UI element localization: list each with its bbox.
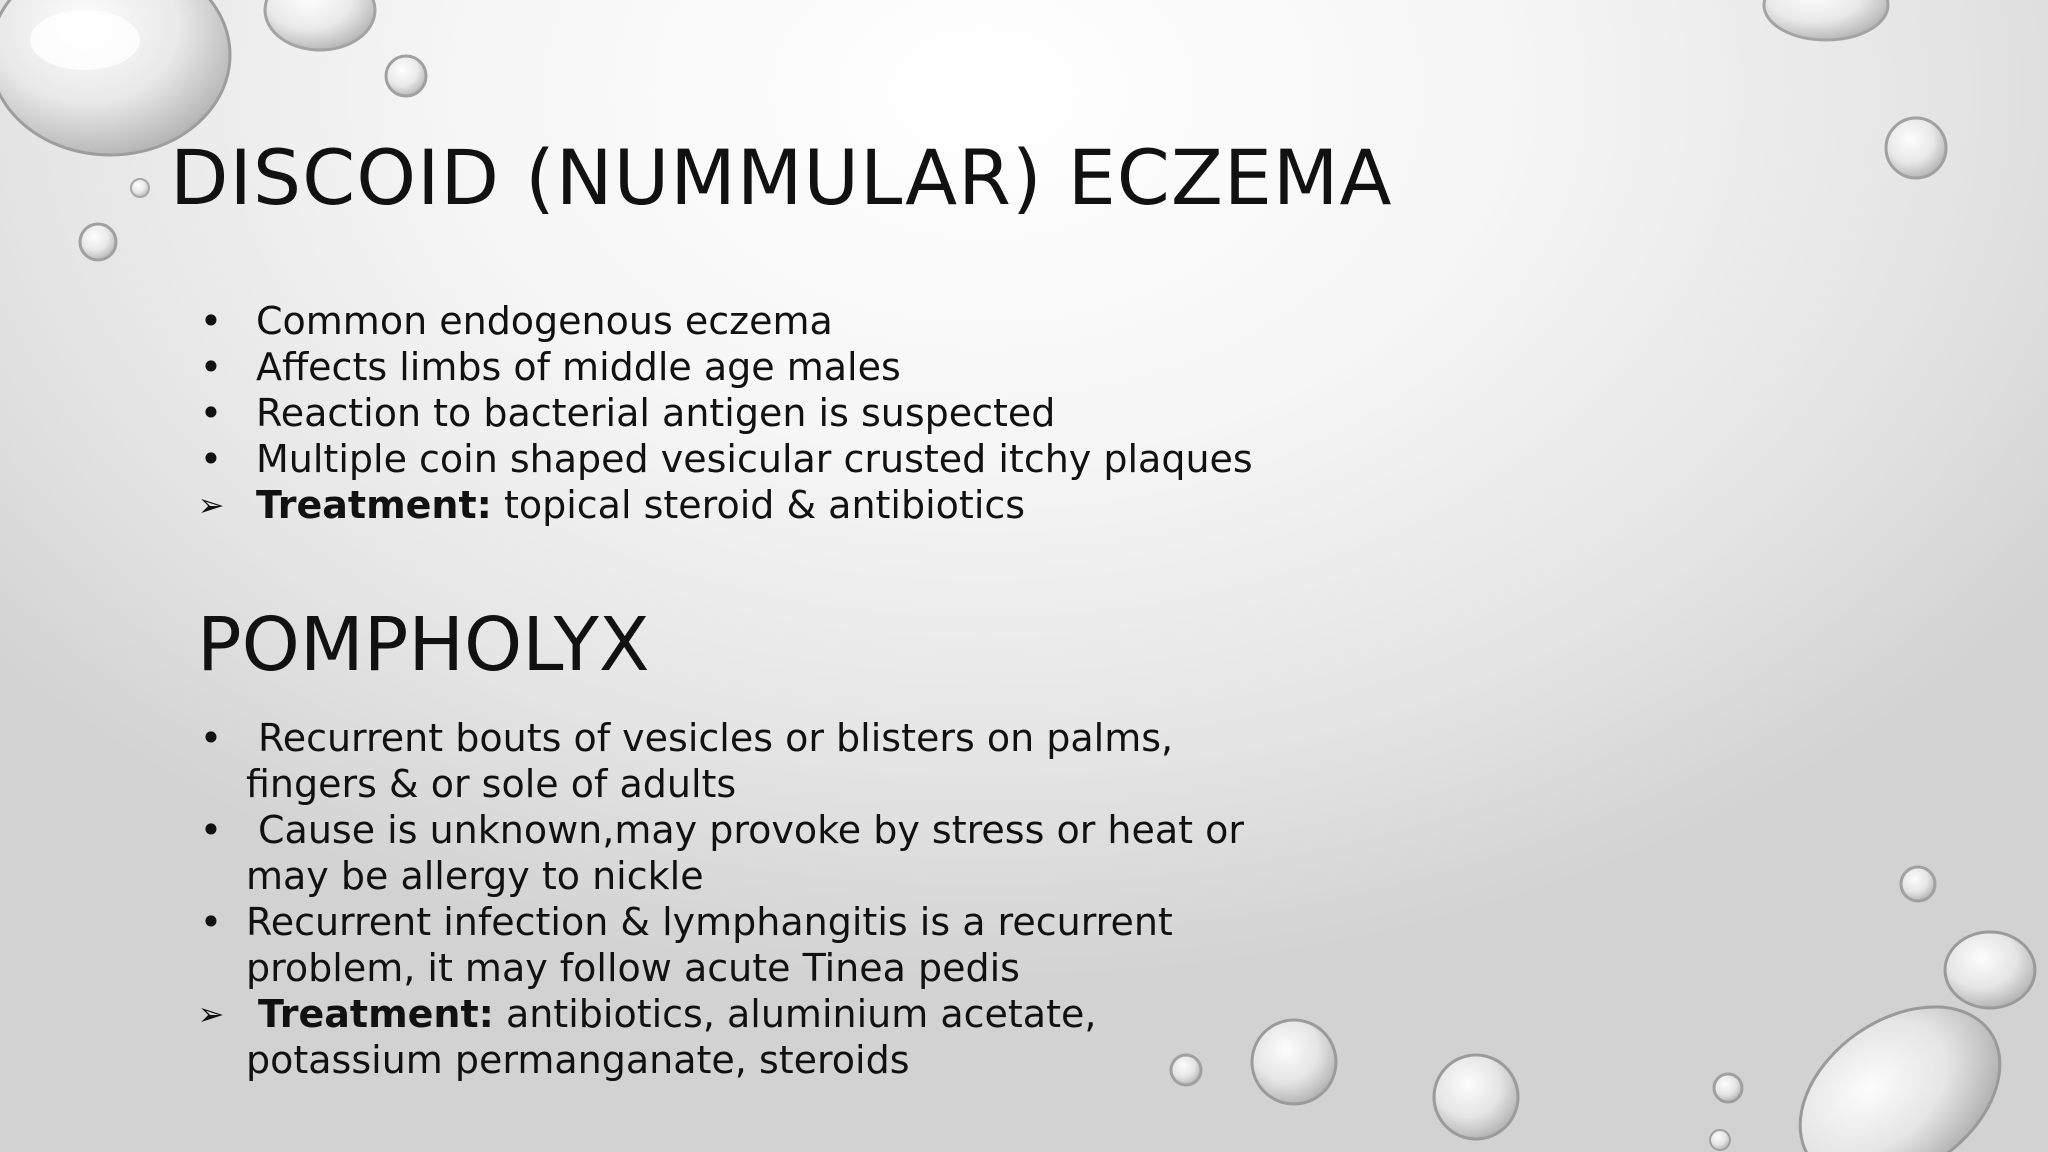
bullet-icon: • xyxy=(199,808,223,852)
droplet-right-1 xyxy=(1886,118,1946,178)
list-item xyxy=(196,715,1296,807)
treatment-item xyxy=(196,482,1316,528)
droplet-top-left-medium xyxy=(265,0,375,50)
droplet-small-1 xyxy=(386,56,426,96)
droplet-bottom-right-large xyxy=(1767,932,2035,1152)
droplet-top-right xyxy=(1764,0,1888,40)
bullet-icon: • xyxy=(199,391,223,435)
bullet-icon: • xyxy=(199,299,223,343)
bullet-text: Reaction to bacterial antigen is suspected xyxy=(256,391,1056,435)
droplet-top-left-large xyxy=(0,0,230,155)
bullet-text: Affects limbs of middle age males xyxy=(256,345,901,389)
bullet-text: Multiple coin shaped vesicular crusted itchy plaques xyxy=(256,437,1253,481)
bullet-text: Recurrent infection & lymphangitis is a recurrent problem, it may follow acute Tinea pedis xyxy=(246,900,1173,990)
droplet-bottom-3 xyxy=(1434,1055,1518,1139)
treatment-text: antibiotics, aluminium acetate, potassium permanganate, steroids xyxy=(246,992,1097,1082)
treatment-item xyxy=(196,991,1296,1083)
bullet-icon: • xyxy=(199,345,223,389)
arrow-bullet-icon: ➢ xyxy=(197,995,225,1033)
treatment-text: topical steroid & antibiotics xyxy=(491,483,1026,527)
bullet-text: Recurrent bouts of vesicles or blisters on palms, fingers & or sole of adults xyxy=(246,716,1174,806)
list-item xyxy=(196,298,1316,344)
bullet-icon: • xyxy=(199,900,223,944)
droplet-bottom-5 xyxy=(1710,1130,1730,1150)
section-heading-pompholyx: POMPHOLYX xyxy=(197,602,650,688)
slide-title: DISCOID (NUMMULAR) ECZEMA xyxy=(170,133,1393,222)
droplet-small-2 xyxy=(80,224,116,260)
list-item xyxy=(196,899,1296,991)
droplet-bottom-4 xyxy=(1714,1074,1742,1102)
treatment-label: Treatment: xyxy=(258,992,494,1036)
bullet-icon: • xyxy=(199,716,223,760)
droplet-right-2 xyxy=(1901,867,1935,901)
bullet-text: Cause is unknown,may provoke by stress or heat or may be allergy to nickle xyxy=(246,808,1244,898)
list-item xyxy=(196,344,1316,390)
bullet-text: Common endogenous eczema xyxy=(256,299,833,343)
list-item xyxy=(196,807,1296,899)
droplet-tiny-1 xyxy=(131,179,149,197)
bullet-icon: • xyxy=(199,437,223,481)
treatment-label: Treatment: xyxy=(256,483,492,527)
pompholyx-bullet-list xyxy=(196,715,1296,1083)
discoid-bullet-list xyxy=(196,298,1316,528)
list-item xyxy=(196,436,1316,482)
arrow-bullet-icon: ➢ xyxy=(197,486,225,524)
list-item xyxy=(196,390,1316,436)
